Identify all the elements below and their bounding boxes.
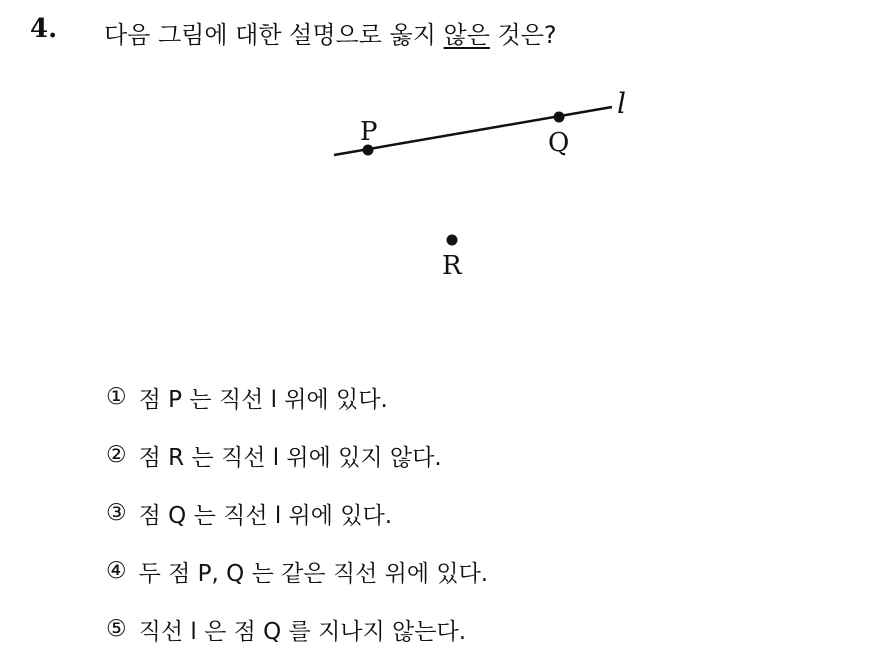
choice-3[interactable] xyxy=(106,484,488,542)
question-text-after: 것은? xyxy=(489,21,557,49)
choice-4[interactable] xyxy=(106,542,488,600)
point-r xyxy=(447,235,458,246)
choice-text: 직선 l 은 점 Q 를 지나지 않는다. xyxy=(138,618,467,645)
answer-choices xyxy=(106,368,488,658)
choice-5[interactable] xyxy=(106,600,488,658)
line-l-label: l xyxy=(617,87,626,120)
choice-2[interactable] xyxy=(106,426,488,484)
choice-text: 점 R 는 직선 l 위에 있지 않다. xyxy=(138,444,442,471)
point-r-label: R xyxy=(442,251,462,281)
point-q xyxy=(554,112,565,123)
question-number: 4. xyxy=(30,14,58,44)
choice-text: 두 점 P, Q 는 같은 직선 위에 있다. xyxy=(138,560,489,587)
choice-number: ④ xyxy=(106,558,127,584)
question-text-underlined: 않은 xyxy=(443,21,490,49)
choice-number: ① xyxy=(106,384,127,410)
question-text-before: 다음 그림에 대한 설명으로 옳지 xyxy=(104,21,444,49)
choice-number: ② xyxy=(106,442,127,468)
choice-1[interactable] xyxy=(106,368,488,426)
choice-text: 점 Q 는 직선 l 위에 있다. xyxy=(138,502,393,529)
choice-number: ③ xyxy=(106,500,127,526)
point-p-label: P xyxy=(360,117,378,147)
choice-text: 점 P 는 직선 l 위에 있다. xyxy=(138,386,388,413)
point-q-label: Q xyxy=(548,128,570,158)
choice-number: ⑤ xyxy=(106,616,127,642)
